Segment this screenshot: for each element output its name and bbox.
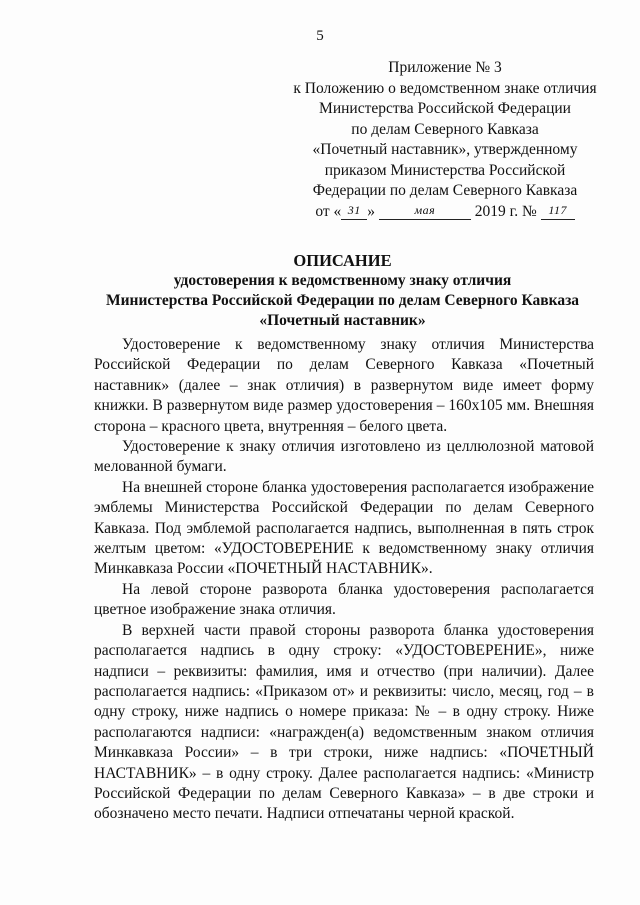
paragraph: На внешней стороне бланка удостоверения располагается изображение эмблемы Министерства Российской Федерации по делам Северного Кавказа. Под эмблемой располагается надпись, выполненная в пять строк желтым цветом: «УДОСТОВЕРЕНИЕ к ведомственному знаку отличия Минкавказа России «ПОЧЕТНЫЙ НАСТАВНИК». [94,478,594,578]
paragraph: На левой стороне разворота бланка удостоверения располагается цветное изображение знака отличия. [94,580,594,619]
order-date-line [270,202,620,223]
appendix-line: к Положению о ведомственном знаке отличия [293,79,597,97]
appendix-line: приказом Министерства Российской [324,161,566,179]
month-blank [379,202,471,220]
number-handwritten: 117 [548,202,567,217]
page-number: 5 [316,28,324,44]
appendix-line: «Почетный наставник», утвержденному [312,141,578,158]
title-main: ОПИСАНИЕ [293,251,392,270]
month-handwritten: мая [414,202,436,217]
paragraph: В верхней части правой стороны разворота бланка удостоверения располагается надпись в одну строку: «УДОСТОВЕРЕНИЕ», ниже надписи – реквизиты: фамилия, имя и отчество (при наличии). Далее располагается надпись: «Приказом от» и реквизиты: число, месяц, год – в одну строку, ниже надпись о номере приказа: № – в одну строку. Ниже располагаются надписи: «награжден(а) ведомственным знаком отличия Минкавказа России» – в три строки, ниже надпись: «ПОЧЕТНЫЙ НАСТАВНИК» – в одну строку. Далее располагается надпись: «Министр Российской Федерации по делам Северного Кавказа» – в две строки и обозначено место печати. Надписи отпечатаны черной краской. [94,621,594,823]
appendix-header [270,58,620,222]
date-prefix: от « [315,202,342,220]
paragraph: Удостоверение к знаку отличия изготовлено из целлюлозной матовой мелованной бумаги. [94,438,594,476]
title-line: удостоверения к ведомственному знаку отличия [173,272,512,289]
year-text: 2019 г. № [470,202,541,220]
appendix-line: по делам Северного Кавказа [351,120,539,138]
title-line: Министерства Российской Федерации по делам Северного Кавказа [105,292,580,309]
appendix-line: Министерства Российской Федерации [319,100,571,117]
title-line: «Почетный наставник» [259,312,426,329]
day-handwritten: 31 [347,202,361,217]
document-title [60,251,625,331]
appendix-line: Приложение № 3 [388,59,502,76]
appendix-line: Федерации по делам Северного Кавказа [312,182,578,199]
date-separator: » [367,202,379,220]
paragraph: Удостоверение к ведомственному знаку отличия Министерства Российской Федерации по делам Северного Кавказа «Почетный наставник» (далее – знак отличия) в развернутом виде имеет форму книжки. В развернутом виде размер удостоверения – 160х105 мм. Внешняя сторона – красного цвета, внутренняя – белого цвета. [94,336,594,435]
document-body [94,335,594,825]
number-blank [541,202,575,220]
day-blank [341,202,367,220]
